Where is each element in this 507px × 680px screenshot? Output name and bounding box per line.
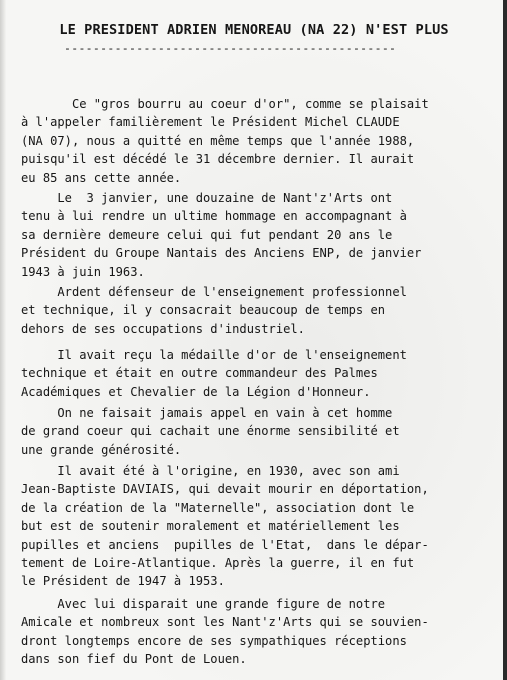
text-line: Président du Groupe Nantais des Anciens ENP, de janvier xyxy=(21,246,422,261)
text-line: de la création de la "Maternelle", association dont le xyxy=(21,500,415,515)
paragraph-education xyxy=(21,283,489,338)
text-line: Il avait reçu la médaille d'or de l'enseignement xyxy=(21,348,407,362)
text-line: Jean-Baptiste DAVIAIS, qui devait mourir en déportation, xyxy=(21,482,429,497)
article-title: LE PRESIDENT ADRIEN MENOREAU (NA 22) N'EST PLUS xyxy=(59,22,449,38)
text-line: technique et était en outre commandeur des Palmes xyxy=(21,366,378,381)
text-line: de grand coeur qui cachait une énorme sensibilité et xyxy=(21,424,400,439)
text-line: 1943 à juin 1963. xyxy=(21,264,145,279)
text-line: eu 85 ans cette année. xyxy=(21,170,182,185)
text-line: sa dernière demeure celui qui fut pendant 20 ans le xyxy=(21,227,393,242)
paragraph-honours xyxy=(21,346,489,401)
text-line: puisqu'il est décédé le 31 décembre dernier. Il aurait xyxy=(21,152,415,167)
paragraph-maternelle xyxy=(21,462,489,591)
text-line: Avec lui disparait une grande figure de notre xyxy=(21,597,386,611)
text-line: une grande générosité. xyxy=(21,442,182,457)
text-line: (NA 07), nous a quitté en même temps que l'année 1988, xyxy=(21,133,415,148)
text-line: et technique, il y consacrait beaucoup de temps en xyxy=(21,303,386,318)
text-line: Amicale et nombreux sont les Nant'z'Arts qui se souvien- xyxy=(21,615,429,630)
text-line: but est de soutenir moralement et matériellement les xyxy=(21,519,400,534)
text-line: tenu à lui rendre un ultime hommage en accompagnant à xyxy=(21,209,407,224)
text-line: dans son fief du Pont de Louen. xyxy=(21,652,247,667)
text-line: Ardent défenseur de l'enseignement professionnel xyxy=(21,285,407,299)
text-line: On ne faisait jamais appel en vain à cet homme xyxy=(21,406,393,420)
text-line: Ce "gros bourru au coeur d'or", comme se plaisait xyxy=(21,97,429,111)
paragraph-intro xyxy=(21,95,489,187)
text-line: Il avait été à l'origine, en 1930, avec son ami xyxy=(21,464,400,478)
scan-edge-right xyxy=(503,0,507,680)
text-line: le Président de 1947 à 1953. xyxy=(21,574,225,589)
text-line: dehors de ses occupations d'industriel. xyxy=(21,321,305,336)
title-underline: ---------------------------------------------- xyxy=(64,41,397,55)
text-line: dront longtemps encore de ses sympathiques réceptions xyxy=(21,633,407,648)
text-line: pupilles et anciens pupilles de l'Etat, dans le dépar- xyxy=(21,537,429,552)
text-line: Académiques et Chevalier de la Légion d'Honneur. xyxy=(21,384,371,399)
scan-shadow-left xyxy=(0,0,6,680)
paragraph-character xyxy=(21,404,489,459)
text-line: Le 3 janvier, une douzaine de Nant'z'Arts ont xyxy=(21,191,393,205)
paragraph-closing xyxy=(21,595,489,669)
text-line: tement de Loire-Atlantique. Après la guerre, il en fut xyxy=(21,556,415,571)
paragraph-funeral xyxy=(21,189,489,281)
text-line: à l'appeler familièrement le Président Michel CLAUDE xyxy=(21,115,400,130)
